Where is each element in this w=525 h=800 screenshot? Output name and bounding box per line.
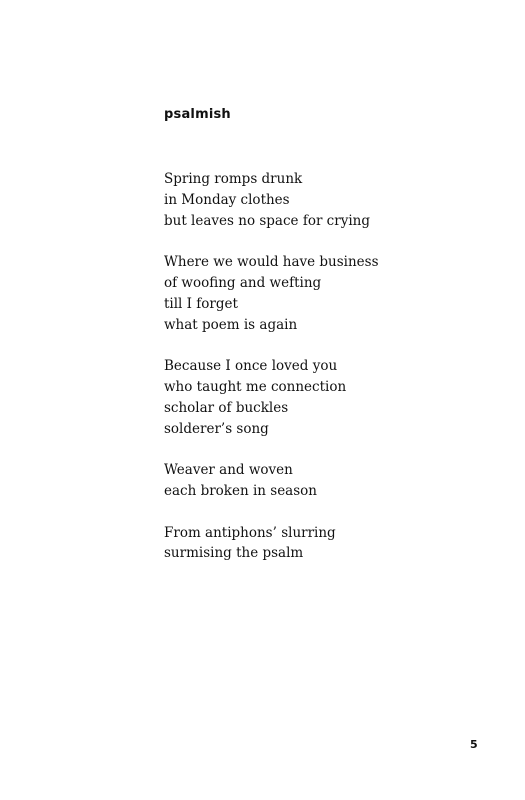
poem-line: what poem is again: [164, 316, 298, 333]
stanza-2: [164, 252, 464, 335]
poem-line: but leaves no space for crying: [164, 212, 370, 229]
page-number: 5: [470, 738, 478, 751]
poem-line: scholar of buckles: [164, 399, 289, 416]
stanza-3: [164, 356, 464, 439]
poem-line: Because I once loved you: [164, 358, 338, 375]
poem-line: Where we would have business: [164, 254, 379, 271]
poem-title: psalmish: [164, 107, 231, 122]
poem-line: in Monday clothes: [164, 191, 290, 208]
poem-line: till I forget: [164, 295, 238, 312]
stanza-1: [164, 169, 464, 231]
stanza-5: [164, 523, 464, 565]
poem-line: solderer’s song: [164, 420, 269, 437]
poem-line: Weaver and woven: [164, 462, 293, 479]
poem-line: From antiphons’ slurring: [164, 524, 336, 541]
poem-line: who taught me connection: [164, 378, 347, 395]
poem-line: surmising the psalm: [164, 545, 304, 562]
poem-line: each broken in season: [164, 482, 317, 499]
stanza-4: [164, 460, 464, 502]
poem-line: of woofing and wefting: [164, 274, 322, 291]
poem-line: Spring romps drunk: [164, 171, 303, 187]
poem-body: [164, 169, 464, 585]
